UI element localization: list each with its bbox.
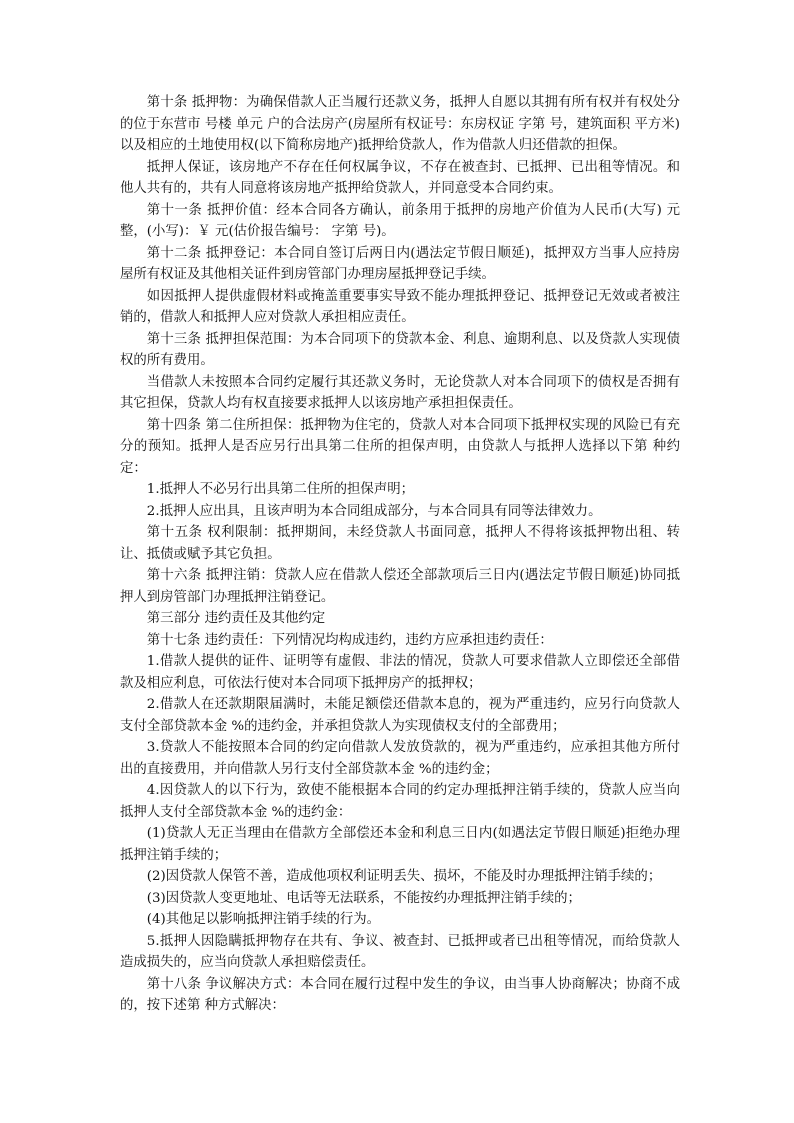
paragraph: 当借款人未按照本合同约定履行其还款义务时，无论贷款人对本合同项下的债权是否拥有其它担保，贷款人均有权直接要求抵押人以该房地产承担担保责任。 <box>120 374 680 411</box>
list-item: 1.抵押人不必另行出具第二住所的担保声明； <box>146 482 414 497</box>
paragraph: 第十七条 违约责任：下列情况均构成违约，违约方应承担违约责任： <box>146 632 553 648</box>
paragraph: 第十二条 抵押登记：本合同自签订后两日内(遇法定节假日顺延)，抵押双方当事人应持房屋所有权证及其他相关证件到房管部门办理房屋抵押登记手续。 <box>120 245 680 282</box>
paragraph: 第十四条 第二住所担保：抵押物为住宅的，贷款人对本合同项下抵押权实现的风险已有充分的预知。抵押人是否应另行出具第二住所的担保声明，由贷款人与抵押人选择以下第 种约定： <box>120 417 680 476</box>
paragraph: 第十六条 抵押注销：贷款人应在借款人偿还全部款项后三日内(遇法定节假日顺延)协同抵押人到房管部门办理抵押注销登记。 <box>120 568 680 605</box>
list-item: 3.贷款人不能按照本合同的约定向借款人发放贷款的，视为严重违约，应承担其他方所付出的直接费用，并向借款人另行支付全部贷款本金 %的违约金； <box>120 740 680 777</box>
document-body <box>120 92 680 1017</box>
list-item: 2.借款人在还款期限届满时，未能足额偿还借款本息的，视为严重违约，应另行向贷款人支付全部贷款本金 %的违约金，并承担贷款人为实现债权支付的全部费用； <box>120 697 680 734</box>
sub-list-item: (4)其他足以影响抵押注销手续的行为。 <box>146 912 381 927</box>
paragraph: 第十一条 抵押价值：经本合同各方确认，前条用于抵押的房地产价值为人民币(大写) 元整，(小写)：￥ 元(估价报告编号： 字第 号)。 <box>120 202 680 239</box>
sub-list-item: (2)因贷款人保管不善，造成他项权利证明丢失、损坏，不能及时办理抵押注销手续的； <box>146 869 662 884</box>
sub-list-item: (1)贷款人无正当理由在借款方全部偿还本金和利息三日内(如遇法定节假日顺延)拒绝办理抵押注销手续的； <box>120 826 680 863</box>
list-item: 2.抵押人应出具，且该声明为本合同组成部分，与本合同具有同等法律效力。 <box>146 503 602 519</box>
paragraph: 第十条 抵押物：为确保借款人正当履行还款义务，抵押人自愿以其拥有所有权并有权处分的位于东营市 号楼 单元 户的合法房产(房屋所有权证号：东房权证 字第 号，建筑面积 平方米)以及相应的土地使用权(以下简称房地产)抵押给贷款人，作为借款人归还借款的担保。 <box>120 95 681 153</box>
paragraph: 如因抵押人提供虚假材料或掩盖重要事实导致不能办理抵押登记、抵押登记无效或者被注销的，借款人和抵押人应对贷款人承担相应责任。 <box>120 288 680 325</box>
section-heading: 第三部分 违约责任及其他约定 <box>146 611 326 626</box>
sub-list-item: (3)因贷款人变更地址、电话等无法联系，不能按约办理抵押注销手续的； <box>146 890 581 906</box>
paragraph: 第十八条 争议解决方式：本合同在履行过程中发生的争议，由当事人协商解决；协商不成的，按下述第 种方式解决： <box>120 976 680 1013</box>
list-item: 5.抵押人因隐瞒抵押物存在共有、争议、被查封、已抵押或者已出租等情况，而给贷款人造成损失的，应当向贷款人承担赔偿责任。 <box>120 933 680 970</box>
paragraph: 第十三条 抵押担保范围：为本合同项下的贷款本金、利息、逾期利息、以及贷款人实现债权的所有费用。 <box>120 331 680 368</box>
list-item: 1.借款人提供的证件、证明等有虚假、非法的情况，贷款人可要求借款人立即偿还全部借款及相应利息，可依法行使对本合同项下抵押房产的抵押权； <box>120 654 680 691</box>
list-item: 4.因贷款人的以下行为，致使不能根据本合同的约定办理抵押注销手续的，贷款人应当向抵押人支付全部贷款本金 %的违约金： <box>120 783 680 820</box>
paragraph: 抵押人保证，该房地产不存在任何权属争议，不存在被查封、已抵押、已出租等情况。和他人共有的，共有人同意将该房地产抵押给贷款人，并同意受本合同约束。 <box>120 159 680 196</box>
paragraph: 第十五条 权利限制：抵押期间，未经贷款人书面同意，抵押人不得将该抵押物出租、转让、抵债或赋予其它负担。 <box>120 525 680 562</box>
